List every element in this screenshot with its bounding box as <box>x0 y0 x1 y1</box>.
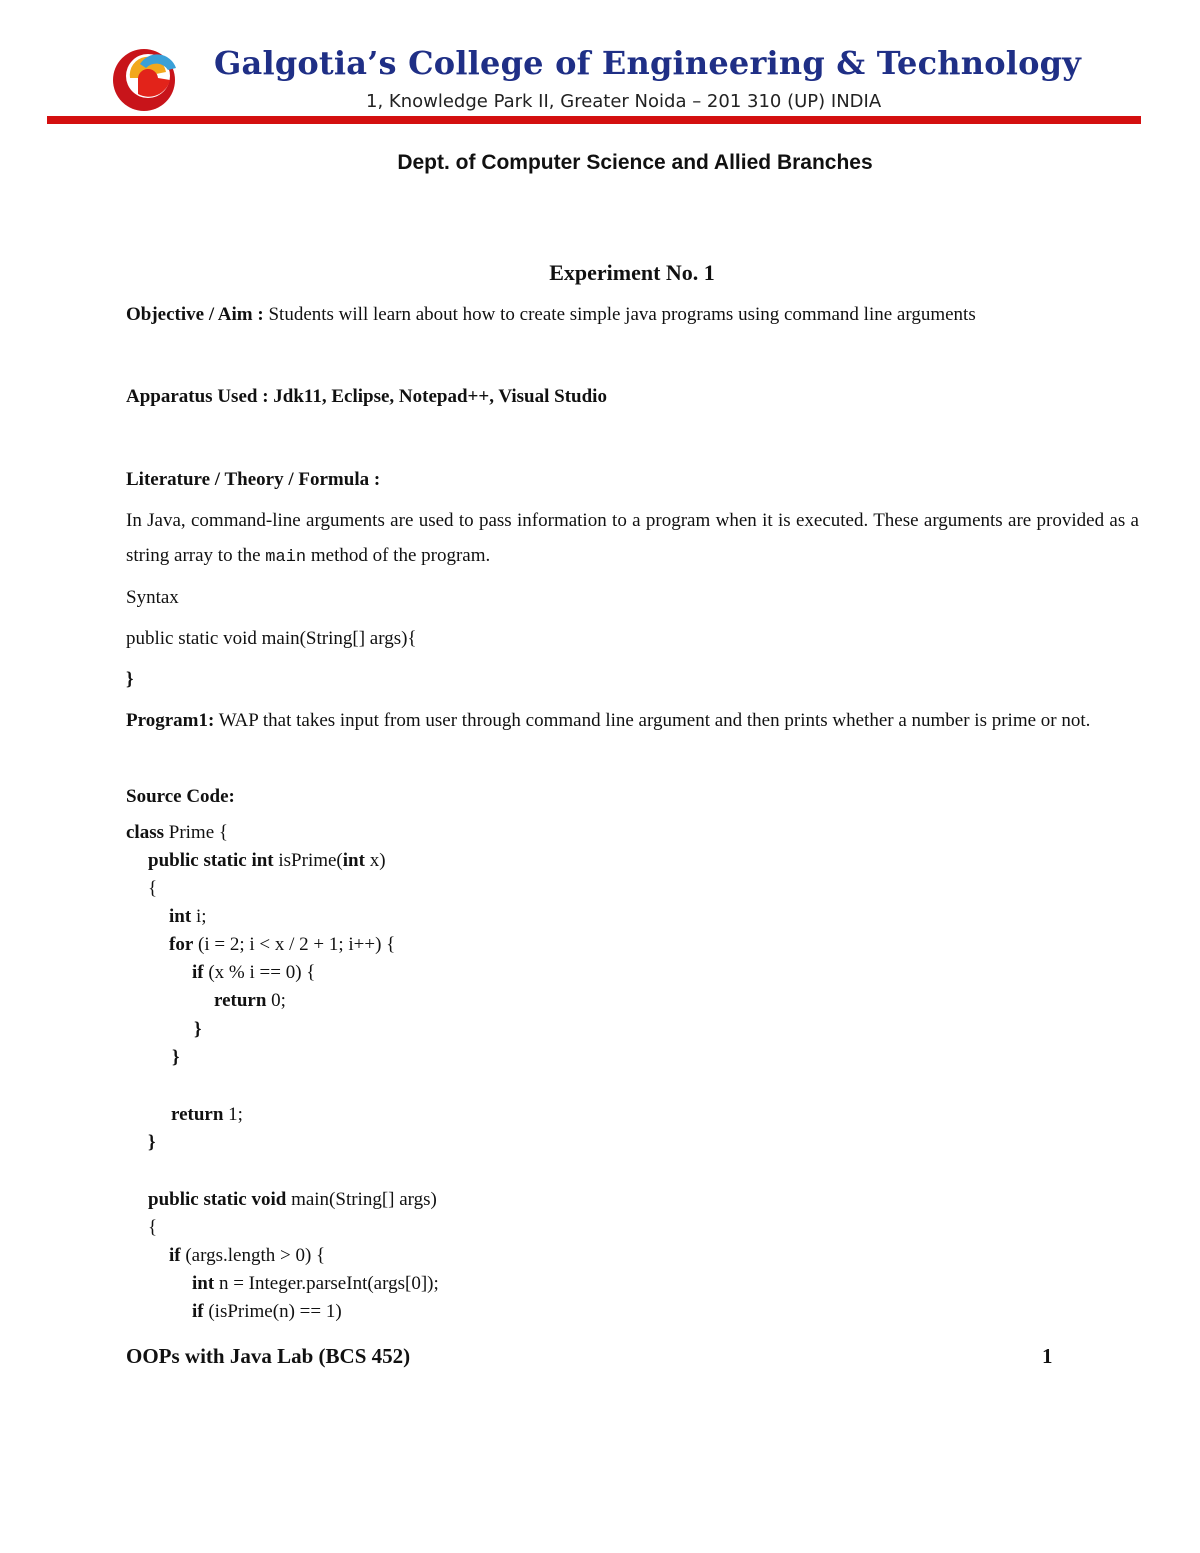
code-line: { <box>148 1217 158 1238</box>
code-line: int n = Integer.parseInt(args[0]); <box>192 1273 439 1294</box>
program-label: Program1: <box>126 710 215 731</box>
objective-line <box>126 304 976 326</box>
apparatus-text: Jdk11, Eclipse, Notepad++, Visual Studio <box>268 386 607 407</box>
department-title: Dept. of Computer Science and Allied Branches <box>397 151 873 174</box>
syntax-line-1: public static void main(String[] args){ <box>126 628 417 649</box>
code-line: public static int isPrime(int x) <box>148 850 386 871</box>
objective-text: Students will learn about how to create simple java programs using command line arguments <box>263 304 976 325</box>
theory-code: main <box>265 548 307 567</box>
code-line: } <box>172 1047 180 1068</box>
code-line: if (x % i == 0) { <box>192 962 316 983</box>
source-code-label: Source Code: <box>126 786 235 807</box>
theory-text-2: method of the program. <box>306 545 491 566</box>
objective-label: Objective / Aim : <box>126 304 264 325</box>
theory-label: Literature / Theory / Formula : <box>126 469 381 490</box>
college-logo-icon <box>110 42 184 112</box>
code-line: { <box>148 878 158 899</box>
code-line: int i; <box>169 906 207 927</box>
theory-paragraph <box>126 503 1139 575</box>
syntax-line-2: } <box>126 669 134 690</box>
code-line: if (isPrime(n) == 1) <box>192 1301 342 1322</box>
code-line: class Prime { <box>126 822 229 843</box>
theory-text-1: In Java, command-line arguments are used to pass information to a program when it is executed. These arguments are provided as a string array to the <box>126 510 1139 566</box>
code-line: } <box>148 1132 156 1153</box>
code-line: public static void main(String[] args) <box>148 1189 437 1210</box>
page-number: 1 <box>1042 1344 1053 1368</box>
program-text: WAP that takes input from user through command line argument and then prints whether a number is prime or not. <box>214 710 1091 731</box>
code-line: return 1; <box>171 1104 243 1125</box>
header-divider <box>47 116 1141 124</box>
syntax-label: Syntax <box>126 587 179 608</box>
apparatus-label: Apparatus Used : <box>126 386 269 407</box>
college-name: Galgotia’s College of Engineering & Technology <box>214 44 1082 82</box>
code-line: if (args.length > 0) { <box>169 1245 326 1266</box>
code-line: for (i = 2; i < x / 2 + 1; i++) { <box>169 934 396 955</box>
program-paragraph <box>126 703 1139 738</box>
footer-course: OOPs with Java Lab (BCS 452) <box>126 1344 411 1368</box>
apparatus-line <box>126 386 607 408</box>
experiment-title: Experiment No. 1 <box>549 260 715 285</box>
code-line: } <box>194 1019 202 1040</box>
code-line: return 0; <box>214 990 286 1011</box>
college-address: 1, Knowledge Park II, Greater Noida – 201 310 (UP) INDIA <box>366 91 882 112</box>
